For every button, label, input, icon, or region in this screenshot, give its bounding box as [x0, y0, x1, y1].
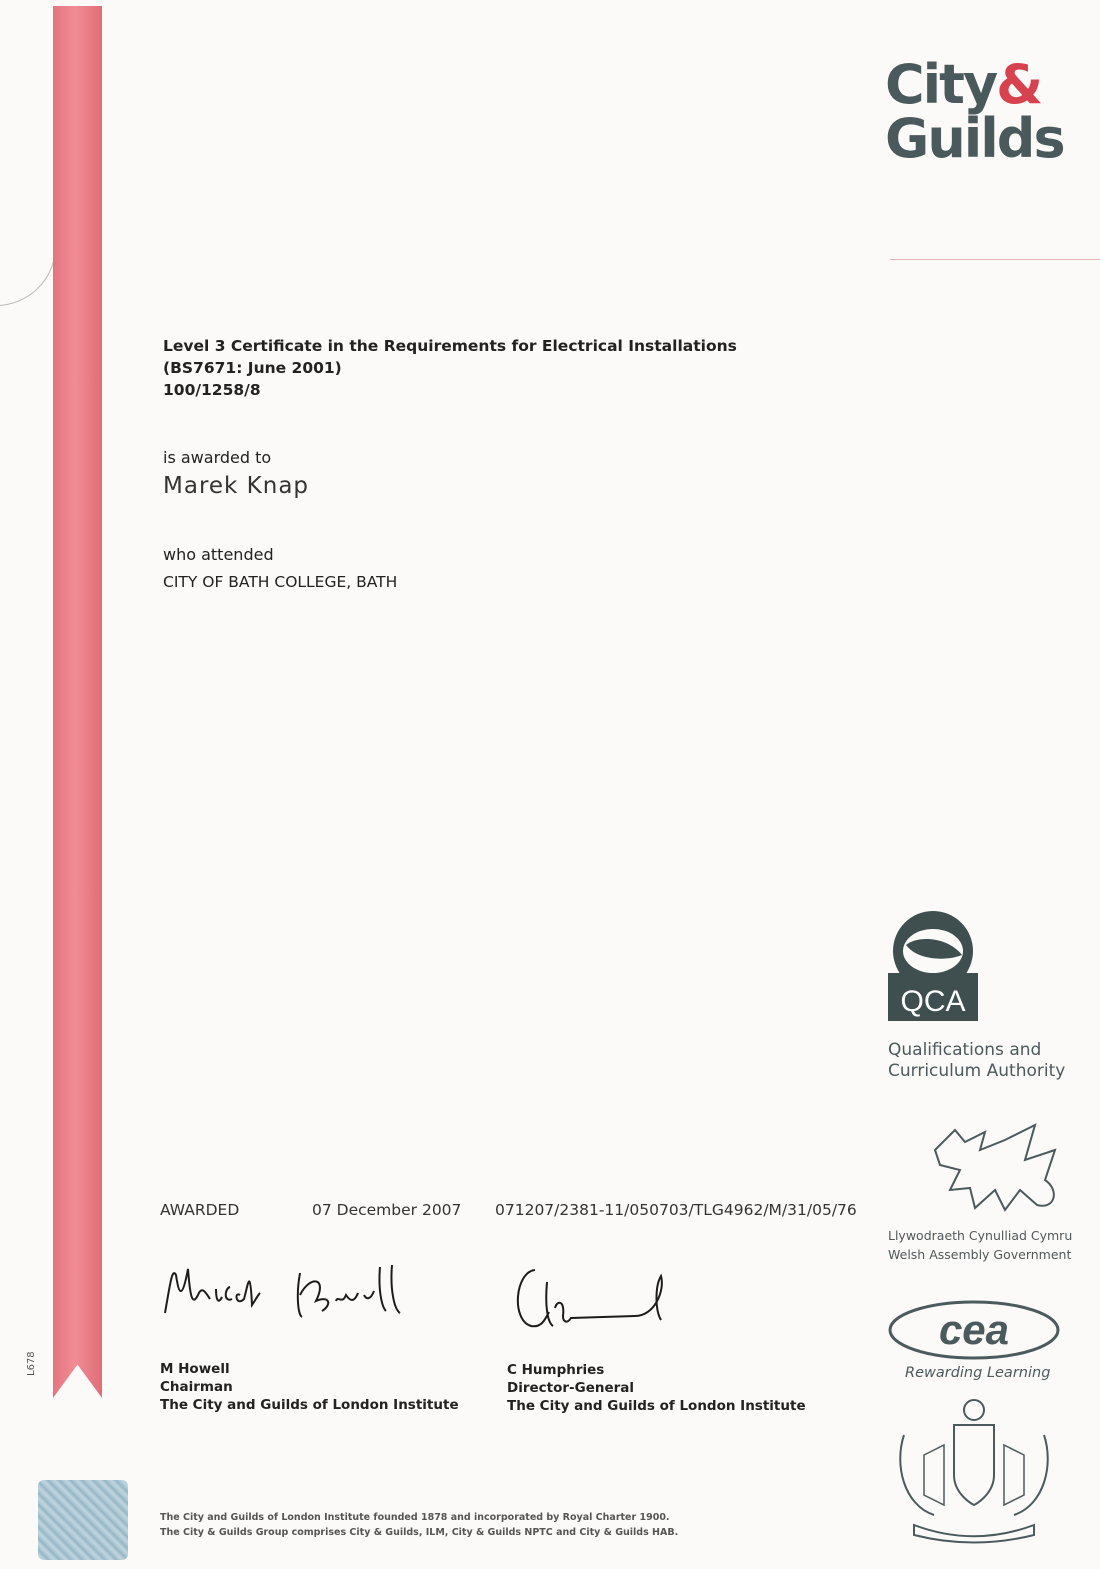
- ribbon-code: L678: [26, 1351, 37, 1376]
- signature-humphries: [505, 1260, 685, 1340]
- page-fold-mark: [0, 200, 56, 306]
- qualification-standard: (BS7671: June 2001): [163, 359, 342, 377]
- attended-label: who attended: [163, 545, 274, 564]
- awarded-label: AWARDED: [160, 1201, 240, 1219]
- header-rule: [890, 259, 1100, 260]
- recipient-name: Marek Knap: [163, 473, 310, 499]
- signature-howell: [160, 1255, 410, 1330]
- cea-mark: cea: [938, 1306, 1010, 1353]
- coat-of-arms-icon: [884, 1395, 1064, 1545]
- signatory-howell: [160, 1360, 459, 1414]
- qca-caption: [888, 1040, 1065, 1082]
- cea-tagline: Rewarding Learning: [905, 1365, 1051, 1381]
- qca-mark: QCA: [900, 985, 966, 1018]
- qca-logo: [888, 905, 980, 1023]
- signatory-org: The City and Guilds of London Institute: [507, 1398, 806, 1414]
- qualification-code: 100/1258/8: [163, 381, 261, 399]
- signatory-org: The City and Guilds of London Institute: [160, 1397, 459, 1413]
- signatory-name: M Howell: [160, 1361, 230, 1377]
- logo-city: City: [885, 53, 997, 116]
- footer-line-2: The City & Guilds Group comprises City & Guilds, ILM, City & Guilds NPTC and City & Guilds HAB.: [160, 1527, 679, 1538]
- award-label: is awarded to: [163, 448, 272, 467]
- qualification-title: Level 3 Certificate in the Requirements for Electrical Installations: [163, 337, 737, 355]
- city-and-guilds-logo: [885, 53, 1075, 170]
- qca-line-2: Curriculum Authority: [888, 1061, 1066, 1081]
- footer-text: [160, 1510, 678, 1540]
- cea-logo: [888, 1300, 1063, 1362]
- welsh-line-2: Welsh Assembly Government: [888, 1247, 1072, 1262]
- certificate-reference: 071207/2381-11/050703/TLG4962/M/31/05/76: [495, 1201, 857, 1219]
- college-name: CITY OF BATH COLLEGE, BATH: [163, 573, 398, 591]
- qualification-block: [163, 335, 737, 401]
- signatory-role: Director-General: [507, 1380, 635, 1396]
- signatory-role: Chairman: [160, 1379, 233, 1395]
- signatory-humphries: [507, 1361, 806, 1415]
- qca-line-1: Qualifications and: [888, 1040, 1042, 1060]
- welsh-dragon-icon: [925, 1120, 1065, 1220]
- logo-guilds: Guilds: [885, 107, 1064, 170]
- ribbon-decoration: [53, 6, 102, 1398]
- welsh-line-1: Llywodraeth Cynulliad Cymru: [888, 1228, 1073, 1243]
- signatory-name: C Humphries: [507, 1362, 605, 1378]
- footer-line-1: The City and Guilds of London Institute founded 1878 and incorporated by Royal Charter 1900.: [160, 1512, 670, 1523]
- awarded-date: 07 December 2007: [312, 1201, 462, 1219]
- logo-ampersand: &: [996, 53, 1042, 116]
- hologram-seal: [38, 1480, 128, 1560]
- welsh-assembly-caption: [888, 1226, 1072, 1264]
